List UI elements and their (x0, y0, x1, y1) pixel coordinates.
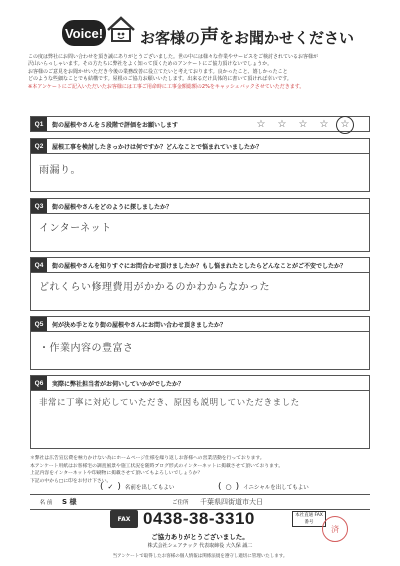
address-value: 千葉県四街道市大日 (200, 498, 263, 506)
question-5-box (30, 316, 370, 370)
question-6-box (30, 375, 370, 449)
name-label: 名 前 (39, 500, 53, 506)
cashback-note: ※本アンケートにご記入いただいたお客様には工事ご用命時に工事金額総額の2%をキャッシュバックさせていただきます。 (28, 83, 305, 90)
question-text: 街の屋根やさんを５段階で評価をお願いします (52, 121, 179, 129)
option-paren-left: ( (218, 482, 222, 492)
address-label: ご住所 (172, 500, 189, 506)
option-paren-right: ) (235, 482, 240, 492)
star-icon-selected[interactable]: ☆ (339, 119, 351, 130)
house-icon (106, 14, 136, 44)
question-text: 実際に弊社担当者がお伺いしていかがでしたか？ (52, 380, 185, 388)
option-paren-right: ) (117, 482, 121, 492)
rating-stars (255, 117, 351, 131)
question-header (31, 376, 369, 391)
selected-circle-icon (336, 116, 354, 134)
intro-line: 沢山いらっしゃいます。その方たちに弊社をよく知って頂くためのアンケートにご協力頂けないでしょうか。 (28, 61, 273, 68)
question-text: 街の屋根やさんを知りすぐにお問合わせ頂けましたか？もし悩まれたとしたらどんなことがご不安でしたか？ (52, 262, 347, 270)
fax-tag: 本社直通 FAX番号 (292, 511, 326, 527)
intro-line: どのような些細なことでも結構です。屋根のご協力お願いいたします。出来るだけ具体的に書いて頂ければ幸いです。 (28, 76, 292, 83)
customer-info-row (30, 494, 370, 510)
answer-text: 非常に丁寧に対応していただき、原因も説明していただきました (39, 398, 300, 408)
page-title: お客様の声をお聞かせください (140, 26, 355, 48)
intro-line: この度は弊社にお問い合わせを頂き誠にありがとうございました。世の中には様々な作業やサービスをご検討されているお客様が (28, 54, 319, 60)
question-number: Q6 (31, 376, 47, 390)
star-icon[interactable]: ☆ (277, 118, 287, 130)
star-icon[interactable]: ☆ (256, 118, 266, 130)
stamp-icon: 済 (322, 516, 348, 542)
intro-line: お客様のご意見をお聞かせいただき今後の業務改善に役立てたいと考えております。良かったこと、嬉しかったこと (28, 68, 288, 75)
footer-note-line: 上記内容をインターネットや印刷物に掲載させて頂いてもよろしいでしょうか？ (30, 471, 203, 476)
question-text: 屋根工事を検討したきっかけは何ですか？どんなことで悩まれていましたか？ (52, 143, 263, 151)
check-instruction: 下記の中から□に印をお付け下さい。 (30, 478, 112, 484)
question-header (31, 258, 369, 273)
star-icon[interactable]: ☆ (298, 118, 308, 130)
voice-badge: Voice! (62, 20, 106, 46)
answer-text: 雨漏り。 (39, 165, 81, 176)
footer-note-line: 本アンケート用紙はお客様宅の調査風景や施工状況を随時ブログ形式のインターネットに掲載させて頂いております。 (30, 463, 284, 469)
intro-text (28, 54, 378, 91)
footer-notes (30, 455, 372, 485)
checkbox-icon[interactable]: ○ (225, 483, 232, 491)
question-4-box (30, 257, 370, 311)
question-number: Q1 (31, 117, 47, 131)
question-text: 街の屋根やさんをどのように探しましたか？ (52, 203, 173, 211)
star-icon[interactable]: ☆ (319, 118, 329, 130)
answer-text: どれくらい修理費用がかかるのかわからなかった (39, 282, 270, 293)
fax-number: 0438-38-3310 (143, 509, 255, 528)
question-number: Q3 (31, 199, 47, 213)
consent-option-name (100, 482, 174, 492)
question-3-box (30, 198, 370, 252)
header (0, 0, 400, 62)
company-name: 株式会社シェアテック 代表取締役 大久保 誠二 (147, 543, 253, 549)
question-header (31, 317, 369, 332)
thanks-message: ご協力ありがとうございました。 (151, 533, 249, 541)
question-number: Q2 (31, 139, 47, 153)
privacy-note: 当アンケートで取得したお客様の個人情報は関係法規を遵守し適切に管理いたします。 (112, 554, 288, 559)
footer-note-line: ＊弊社は広告宣伝費を極力かけない為にホームページ仕様を繰り返しお客様への営業活動を行っております。 (30, 456, 265, 461)
answer-text: ・作業内容の豊富さ (39, 343, 134, 354)
question-number: Q4 (31, 258, 47, 272)
question-2-box (30, 138, 370, 192)
question-header (31, 199, 369, 214)
fax-icon: FAX (110, 510, 138, 528)
fax-bar (110, 509, 323, 529)
question-1-box (30, 116, 370, 132)
answer-text: インターネット (39, 223, 112, 234)
option-paren-left: ( (100, 482, 104, 492)
question-text: 何が決め手となり街の屋根やさんにお問い合わせ頂きましたか？ (52, 321, 227, 329)
option-label: イニシャルを出してもよい (243, 485, 309, 491)
name-value: S 様 (62, 498, 77, 506)
option-label: 名前を出してもよい (124, 485, 175, 491)
question-number: Q5 (31, 317, 47, 331)
question-header (31, 139, 369, 154)
consent-option-initial (218, 482, 309, 492)
checkbox-icon[interactable]: ✓ (107, 483, 114, 491)
question-header (31, 117, 369, 131)
